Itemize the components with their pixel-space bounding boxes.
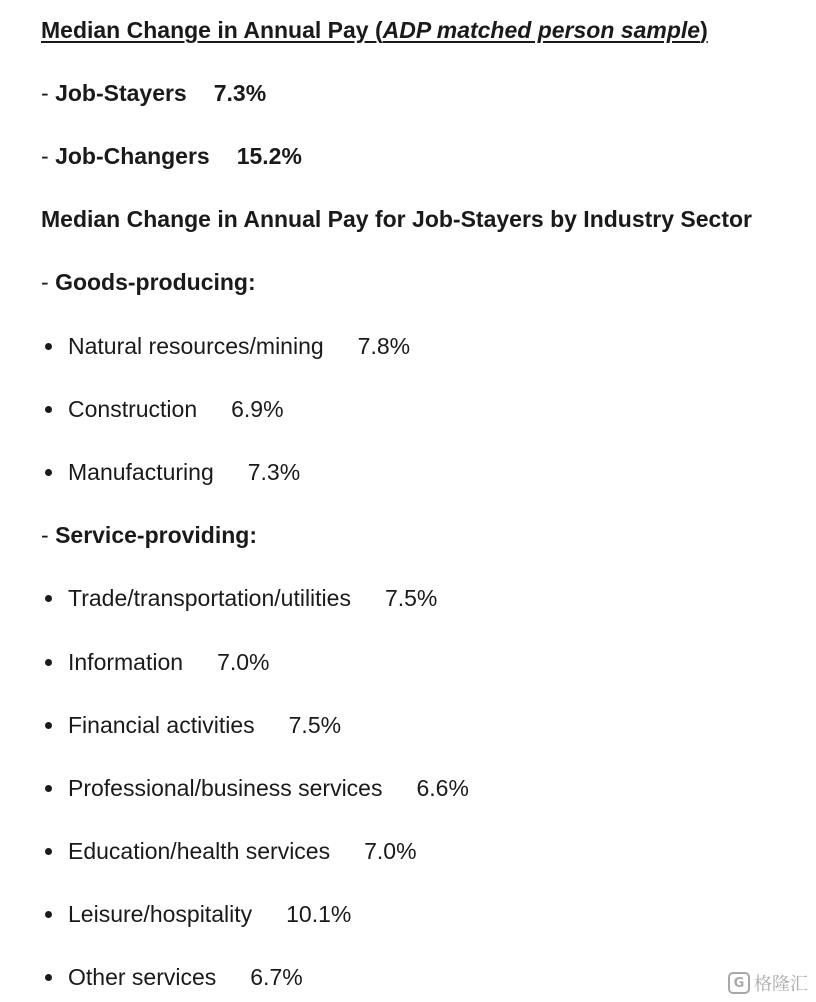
item-name: Manufacturing [68, 459, 214, 485]
bullet-icon [45, 848, 52, 855]
item-name: Professional/business services [68, 775, 383, 801]
item-value: 6.9% [231, 396, 284, 422]
item-value: 6.6% [416, 775, 469, 801]
bullet-icon [45, 595, 52, 602]
item-value: 7.0% [217, 649, 270, 675]
bullet-icon [45, 722, 52, 729]
item-value: 7.0% [364, 838, 417, 864]
title-suffix: ) [700, 17, 708, 43]
item-value: 7.5% [384, 585, 438, 611]
item-name: Other services [68, 964, 217, 990]
group-label: Service-providing: [55, 522, 257, 548]
group-label: Goods-producing: [55, 269, 256, 295]
summary-value: 15.2% [236, 143, 302, 169]
bullet-icon [45, 911, 52, 918]
title-italic-sample: ADP matched person sample [382, 17, 701, 43]
page-title [41, 16, 708, 44]
item-value: 7.3% [247, 459, 301, 485]
item-value: 7.8% [357, 333, 411, 359]
item-name: Construction [68, 396, 198, 422]
bullet-icon [45, 785, 52, 792]
watermark [728, 970, 808, 996]
summary-job-stayers: - Job-Stayers 7.3% [41, 80, 267, 106]
title-prefix: Median Change in Annual Pay ( [41, 17, 383, 43]
item-name: Education/health services [68, 838, 331, 864]
summary-label: Job-Stayers [55, 80, 187, 106]
item-value: 7.5% [288, 712, 342, 738]
item-value: 10.1% [286, 901, 352, 927]
summary-value: 7.3% [213, 80, 267, 106]
sector-heading: Median Change in Annual Pay for Job-Stayers by Industry Sector [41, 206, 753, 232]
item-value: 6.7% [250, 964, 303, 990]
item-name: Natural resources/mining [68, 333, 324, 359]
group-goods-producing: - Goods-producing: [41, 269, 256, 295]
summary-job-changers: - Job-Changers 15.2% [41, 143, 302, 169]
bullet-icon [45, 343, 52, 350]
watermark-text: 格隆汇 [754, 974, 808, 995]
item-name: Financial activities [68, 712, 255, 738]
summary-label: Job-Changers [55, 143, 210, 169]
bullet-icon [45, 659, 52, 666]
item-name: Leisure/hospitality [68, 901, 253, 927]
bullet-icon [45, 406, 52, 413]
group-service-providing: - Service-providing: [41, 522, 257, 548]
item-name: Information [68, 649, 184, 675]
bullet-icon [45, 974, 52, 981]
watermark-logo-icon: G [728, 972, 750, 994]
bullet-icon [45, 469, 52, 476]
item-name: Trade/transportation/utilities [68, 585, 351, 611]
